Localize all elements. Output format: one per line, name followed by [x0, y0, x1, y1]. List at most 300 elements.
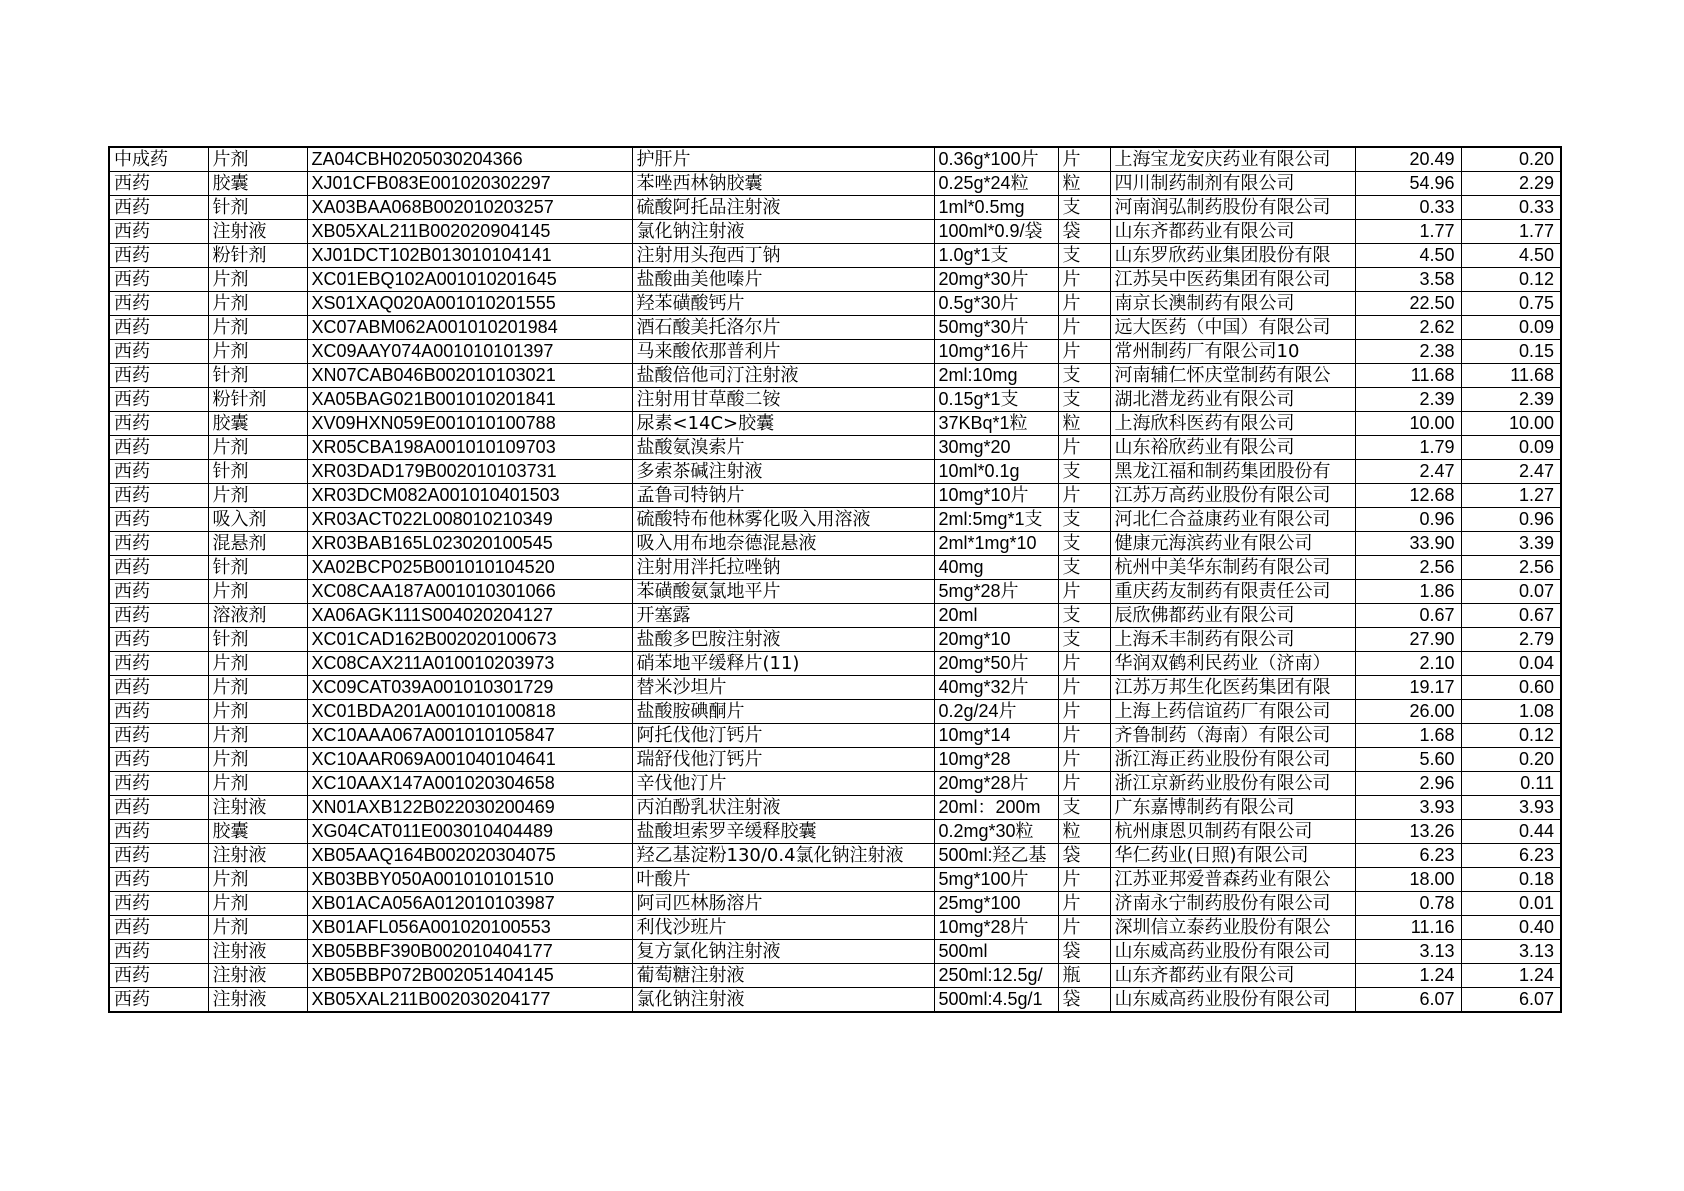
dosage-form-cell: 针剂 [208, 556, 307, 580]
manufacturer-cell: 远大医药（中国）有限公司 [1110, 316, 1355, 340]
drug-code-cell: XN01AXB122B022030200469 [307, 796, 632, 820]
manufacturer-cell: 常州制药厂有限公司10 [1110, 340, 1355, 364]
manufacturer-cell: 华润双鹤利民药业（济南） [1110, 652, 1355, 676]
unit-cell: 粒 [1058, 820, 1110, 844]
drug-name-cell: 阿司匹林肠溶片 [632, 892, 934, 916]
drug-code-cell: XB01AFL056A001020100553 [307, 916, 632, 940]
drug-code-cell: XR03BAB165L023020100545 [307, 532, 632, 556]
category-cell: 西药 [109, 460, 208, 484]
manufacturer-cell: 山东齐都药业有限公司 [1110, 964, 1355, 988]
drug-name-cell: 马来酸依那普利片 [632, 340, 934, 364]
unit-cell: 支 [1058, 508, 1110, 532]
manufacturer-cell: 华仁药业(日照)有限公司 [1110, 844, 1355, 868]
category-cell: 西药 [109, 844, 208, 868]
drug-name-cell: 羟苯磺酸钙片 [632, 292, 934, 316]
manufacturer-cell: 重庆药友制药有限责任公司 [1110, 580, 1355, 604]
pack-price-cell: 0.33 [1355, 196, 1461, 220]
drug-code-cell: XR03DAD179B002010103731 [307, 460, 632, 484]
drug-code-cell: XB05XAL211B002020904145 [307, 220, 632, 244]
unit-price-cell: 0.09 [1461, 316, 1561, 340]
unit-price-cell: 2.47 [1461, 460, 1561, 484]
unit-cell: 支 [1058, 364, 1110, 388]
spec-cell: 10mg*14 [934, 724, 1058, 748]
drug-code-cell: XR03ACT022L008010210349 [307, 508, 632, 532]
category-cell: 西药 [109, 556, 208, 580]
unit-cell: 粒 [1058, 172, 1110, 196]
manufacturer-cell: 江苏吴中医药集团有限公司 [1110, 268, 1355, 292]
drug-name-cell: 葡萄糖注射液 [632, 964, 934, 988]
unit-price-cell: 1.24 [1461, 964, 1561, 988]
dosage-form-cell: 片剂 [208, 340, 307, 364]
drug-name-cell: 盐酸胺碘酮片 [632, 700, 934, 724]
spec-cell: 40mg [934, 556, 1058, 580]
drug-name-cell: 盐酸坦索罗辛缓释胶囊 [632, 820, 934, 844]
category-cell: 西药 [109, 292, 208, 316]
spec-cell: 250ml:12.5g/ [934, 964, 1058, 988]
dosage-form-cell: 胶囊 [208, 172, 307, 196]
drug-name-cell: 盐酸氨溴索片 [632, 436, 934, 460]
unit-price-cell: 0.12 [1461, 724, 1561, 748]
category-cell: 西药 [109, 868, 208, 892]
table-row [109, 268, 1561, 292]
dosage-form-cell: 片剂 [208, 748, 307, 772]
drug-name-cell: 盐酸多巴胺注射液 [632, 628, 934, 652]
table-row [109, 676, 1561, 700]
pack-price-cell: 18.00 [1355, 868, 1461, 892]
table-row [109, 147, 1561, 172]
pack-price-cell: 33.90 [1355, 532, 1461, 556]
pack-price-cell: 2.47 [1355, 460, 1461, 484]
drug-name-cell: 开塞露 [632, 604, 934, 628]
category-cell: 西药 [109, 988, 208, 1013]
manufacturer-cell: 河南辅仁怀庆堂制药有限公 [1110, 364, 1355, 388]
unit-price-cell: 11.68 [1461, 364, 1561, 388]
unit-cell: 支 [1058, 532, 1110, 556]
drug-name-cell: 硫酸阿托品注射液 [632, 196, 934, 220]
drug-code-cell: XB05BBF390B002010404177 [307, 940, 632, 964]
category-cell: 西药 [109, 268, 208, 292]
manufacturer-cell: 上海禾丰制药有限公司 [1110, 628, 1355, 652]
drug-code-cell: XR03DCM082A001010401503 [307, 484, 632, 508]
spec-cell: 5mg*28片 [934, 580, 1058, 604]
table-row [109, 868, 1561, 892]
table-row [109, 508, 1561, 532]
drug-name-cell: 盐酸曲美他嗪片 [632, 268, 934, 292]
spec-cell: 1ml*0.5mg [934, 196, 1058, 220]
dosage-form-cell: 片剂 [208, 676, 307, 700]
table-row [109, 772, 1561, 796]
drug-name-cell: 注射用泮托拉唑钠 [632, 556, 934, 580]
unit-cell: 片 [1058, 652, 1110, 676]
unit-cell: 支 [1058, 796, 1110, 820]
pack-price-cell: 12.68 [1355, 484, 1461, 508]
spec-cell: 20mg*50片 [934, 652, 1058, 676]
table-row [109, 316, 1561, 340]
manufacturer-cell: 山东罗欣药业集团股份有限 [1110, 244, 1355, 268]
manufacturer-cell: 河北仁合益康药业有限公司 [1110, 508, 1355, 532]
drug-name-cell: 羟乙基淀粉130/0.4氯化钠注射液 [632, 844, 934, 868]
table-row [109, 892, 1561, 916]
spec-cell: 0.36g*100片 [934, 147, 1058, 172]
drug-name-cell: 酒石酸美托洛尔片 [632, 316, 934, 340]
category-cell: 西药 [109, 316, 208, 340]
spec-cell: 30mg*20 [934, 436, 1058, 460]
dosage-form-cell: 片剂 [208, 916, 307, 940]
unit-price-cell: 0.20 [1461, 147, 1561, 172]
table-row [109, 940, 1561, 964]
unit-cell: 片 [1058, 700, 1110, 724]
unit-price-cell: 4.50 [1461, 244, 1561, 268]
pack-price-cell: 2.96 [1355, 772, 1461, 796]
dosage-form-cell: 注射液 [208, 940, 307, 964]
unit-cell: 片 [1058, 772, 1110, 796]
drug-code-cell: XB05XAL211B002030204177 [307, 988, 632, 1013]
unit-cell: 片 [1058, 484, 1110, 508]
unit-price-cell: 0.12 [1461, 268, 1561, 292]
table-row [109, 916, 1561, 940]
category-cell: 西药 [109, 748, 208, 772]
drug-code-cell: XA03BAA068B002010203257 [307, 196, 632, 220]
drug-code-cell: XC01BDA201A001010100818 [307, 700, 632, 724]
pack-price-cell: 54.96 [1355, 172, 1461, 196]
unit-price-cell: 3.39 [1461, 532, 1561, 556]
dosage-form-cell: 胶囊 [208, 820, 307, 844]
drug-code-cell: XJ01CFB083E001020302297 [307, 172, 632, 196]
spec-cell: 20ml [934, 604, 1058, 628]
unit-price-cell: 0.75 [1461, 292, 1561, 316]
drug-name-cell: 叶酸片 [632, 868, 934, 892]
dosage-form-cell: 针剂 [208, 628, 307, 652]
spec-cell: 0.5g*30片 [934, 292, 1058, 316]
drug-code-cell: XA05BAG021B001010201841 [307, 388, 632, 412]
unit-cell: 片 [1058, 436, 1110, 460]
spec-cell: 10ml*0.1g [934, 460, 1058, 484]
manufacturer-cell: 江苏万高药业股份有限公司 [1110, 484, 1355, 508]
drug-code-cell: XB05AAQ164B002020304075 [307, 844, 632, 868]
unit-cell: 袋 [1058, 988, 1110, 1013]
drug-code-cell: XG04CAT011E003010404489 [307, 820, 632, 844]
pack-price-cell: 27.90 [1355, 628, 1461, 652]
table-row [109, 292, 1561, 316]
dosage-form-cell: 粉针剂 [208, 388, 307, 412]
dosage-form-cell: 片剂 [208, 316, 307, 340]
spec-cell: 20ml：200m [934, 796, 1058, 820]
drug-code-cell: XA02BCP025B001010104520 [307, 556, 632, 580]
unit-cell: 片 [1058, 147, 1110, 172]
pack-price-cell: 6.07 [1355, 988, 1461, 1013]
spec-cell: 500ml:羟乙基 [934, 844, 1058, 868]
drug-code-cell: XB01ACA056A012010103987 [307, 892, 632, 916]
unit-price-cell: 0.40 [1461, 916, 1561, 940]
unit-price-cell: 0.15 [1461, 340, 1561, 364]
unit-cell: 片 [1058, 316, 1110, 340]
pack-price-cell: 11.16 [1355, 916, 1461, 940]
manufacturer-cell: 浙江海正药业股份有限公司 [1110, 748, 1355, 772]
drug-name-cell: 硫酸特布他林雾化吸入用溶液 [632, 508, 934, 532]
table-row [109, 988, 1561, 1013]
category-cell: 西药 [109, 772, 208, 796]
manufacturer-cell: 山东裕欣药业有限公司 [1110, 436, 1355, 460]
manufacturer-cell: 南京长澳制药有限公司 [1110, 292, 1355, 316]
dosage-form-cell: 注射液 [208, 796, 307, 820]
spec-cell: 10mg*28片 [934, 916, 1058, 940]
spec-cell: 0.25g*24粒 [934, 172, 1058, 196]
drug-code-cell: XC08CAA187A001010301066 [307, 580, 632, 604]
spec-cell: 50mg*30片 [934, 316, 1058, 340]
unit-price-cell: 0.44 [1461, 820, 1561, 844]
pack-price-cell: 3.58 [1355, 268, 1461, 292]
manufacturer-cell: 湖北潜龙药业有限公司 [1110, 388, 1355, 412]
pack-price-cell: 10.00 [1355, 412, 1461, 436]
pack-price-cell: 5.60 [1355, 748, 1461, 772]
unit-price-cell: 0.09 [1461, 436, 1561, 460]
category-cell: 西药 [109, 940, 208, 964]
category-cell: 西药 [109, 412, 208, 436]
manufacturer-cell: 齐鲁制药（海南）有限公司 [1110, 724, 1355, 748]
unit-cell: 片 [1058, 892, 1110, 916]
unit-price-cell: 10.00 [1461, 412, 1561, 436]
drug-price-table [108, 146, 1562, 1013]
category-cell: 西药 [109, 388, 208, 412]
unit-cell: 片 [1058, 748, 1110, 772]
spec-cell: 37KBq*1粒 [934, 412, 1058, 436]
unit-price-cell: 1.08 [1461, 700, 1561, 724]
category-cell: 西药 [109, 340, 208, 364]
drug-name-cell: 孟鲁司特钠片 [632, 484, 934, 508]
table-row [109, 436, 1561, 460]
manufacturer-cell: 河南润弘制药股份有限公司 [1110, 196, 1355, 220]
unit-cell: 片 [1058, 724, 1110, 748]
category-cell: 西药 [109, 484, 208, 508]
manufacturer-cell: 杭州中美华东制药有限公司 [1110, 556, 1355, 580]
dosage-form-cell: 片剂 [208, 580, 307, 604]
dosage-form-cell: 片剂 [208, 147, 307, 172]
spec-cell: 20mg*10 [934, 628, 1058, 652]
unit-cell: 袋 [1058, 220, 1110, 244]
dosage-form-cell: 片剂 [208, 652, 307, 676]
spec-cell: 0.2g/24片 [934, 700, 1058, 724]
unit-price-cell: 0.18 [1461, 868, 1561, 892]
unit-price-cell: 0.20 [1461, 748, 1561, 772]
unit-price-cell: 0.60 [1461, 676, 1561, 700]
drug-name-cell: 替米沙坦片 [632, 676, 934, 700]
spec-cell: 5mg*100片 [934, 868, 1058, 892]
table-row [109, 388, 1561, 412]
dosage-form-cell: 注射液 [208, 844, 307, 868]
drug-name-cell: 氯化钠注射液 [632, 220, 934, 244]
category-cell: 西药 [109, 820, 208, 844]
pack-price-cell: 26.00 [1355, 700, 1461, 724]
unit-cell: 支 [1058, 244, 1110, 268]
drug-name-cell: 注射用头孢西丁钠 [632, 244, 934, 268]
table-row [109, 820, 1561, 844]
dosage-form-cell: 片剂 [208, 868, 307, 892]
unit-cell: 片 [1058, 580, 1110, 604]
pack-price-cell: 2.10 [1355, 652, 1461, 676]
dosage-form-cell: 片剂 [208, 292, 307, 316]
table-row [109, 196, 1561, 220]
spec-cell: 25mg*100 [934, 892, 1058, 916]
drug-name-cell: 瑞舒伐他汀钙片 [632, 748, 934, 772]
unit-cell: 支 [1058, 388, 1110, 412]
drug-name-cell: 尿素<14C>胶囊 [632, 412, 934, 436]
table-row [109, 652, 1561, 676]
drug-code-cell: ZA04CBH0205030204366 [307, 147, 632, 172]
category-cell: 西药 [109, 796, 208, 820]
drug-name-cell: 多索茶碱注射液 [632, 460, 934, 484]
spec-cell: 10mg*16片 [934, 340, 1058, 364]
table-row [109, 340, 1561, 364]
manufacturer-cell: 深圳信立泰药业股份有限公 [1110, 916, 1355, 940]
unit-cell: 支 [1058, 196, 1110, 220]
unit-cell: 支 [1058, 628, 1110, 652]
unit-cell: 粒 [1058, 412, 1110, 436]
pack-price-cell: 13.26 [1355, 820, 1461, 844]
spec-cell: 0.2mg*30粒 [934, 820, 1058, 844]
table-row [109, 604, 1561, 628]
pack-price-cell: 0.96 [1355, 508, 1461, 532]
unit-cell: 支 [1058, 460, 1110, 484]
spec-cell: 40mg*32片 [934, 676, 1058, 700]
category-cell: 西药 [109, 676, 208, 700]
table-body [109, 147, 1561, 1012]
category-cell: 中成药 [109, 147, 208, 172]
spec-cell: 0.15g*1支 [934, 388, 1058, 412]
drug-name-cell: 利伐沙班片 [632, 916, 934, 940]
manufacturer-cell: 杭州康恩贝制药有限公司 [1110, 820, 1355, 844]
drug-code-cell: XJ01DCT102B013010104141 [307, 244, 632, 268]
unit-price-cell: 0.67 [1461, 604, 1561, 628]
table-row [109, 556, 1561, 580]
spec-cell: 500ml:4.5g/1 [934, 988, 1058, 1013]
drug-code-cell: XV09HXN059E001010100788 [307, 412, 632, 436]
unit-cell: 袋 [1058, 940, 1110, 964]
unit-price-cell: 2.29 [1461, 172, 1561, 196]
pack-price-cell: 20.49 [1355, 147, 1461, 172]
dosage-form-cell: 胶囊 [208, 412, 307, 436]
drug-name-cell: 氯化钠注射液 [632, 988, 934, 1013]
pack-price-cell: 1.86 [1355, 580, 1461, 604]
dosage-form-cell: 片剂 [208, 700, 307, 724]
dosage-form-cell: 注射液 [208, 964, 307, 988]
manufacturer-cell: 上海上药信谊药厂有限公司 [1110, 700, 1355, 724]
category-cell: 西药 [109, 532, 208, 556]
manufacturer-cell: 山东威高药业股份有限公司 [1110, 940, 1355, 964]
unit-price-cell: 6.23 [1461, 844, 1561, 868]
pack-price-cell: 2.39 [1355, 388, 1461, 412]
drug-name-cell: 盐酸倍他司汀注射液 [632, 364, 934, 388]
drug-name-cell: 辛伐他汀片 [632, 772, 934, 796]
pack-price-cell: 22.50 [1355, 292, 1461, 316]
pack-price-cell: 1.24 [1355, 964, 1461, 988]
drug-code-cell: XC01EBQ102A001010201645 [307, 268, 632, 292]
drug-code-cell: XC10AAR069A001040104641 [307, 748, 632, 772]
table-row [109, 844, 1561, 868]
manufacturer-cell: 江苏亚邦爱普森药业有限公 [1110, 868, 1355, 892]
drug-code-cell: XC08CAX211A010010203973 [307, 652, 632, 676]
manufacturer-cell: 济南永宁制药股份有限公司 [1110, 892, 1355, 916]
dosage-form-cell: 片剂 [208, 268, 307, 292]
spec-cell: 2ml*1mg*10 [934, 532, 1058, 556]
category-cell: 西药 [109, 892, 208, 916]
pack-price-cell: 0.78 [1355, 892, 1461, 916]
table-row [109, 172, 1561, 196]
pack-price-cell: 2.38 [1355, 340, 1461, 364]
drug-code-cell: XC09AAY074A001010101397 [307, 340, 632, 364]
category-cell: 西药 [109, 724, 208, 748]
category-cell: 西药 [109, 964, 208, 988]
spec-cell: 500ml [934, 940, 1058, 964]
dosage-form-cell: 混悬剂 [208, 532, 307, 556]
spec-cell: 10mg*10片 [934, 484, 1058, 508]
dosage-form-cell: 注射液 [208, 220, 307, 244]
unit-price-cell: 1.77 [1461, 220, 1561, 244]
dosage-form-cell: 粉针剂 [208, 244, 307, 268]
category-cell: 西药 [109, 436, 208, 460]
unit-cell: 袋 [1058, 844, 1110, 868]
unit-price-cell: 1.27 [1461, 484, 1561, 508]
unit-price-cell: 0.96 [1461, 508, 1561, 532]
pack-price-cell: 11.68 [1355, 364, 1461, 388]
drug-code-cell: XB03BBY050A001010101510 [307, 868, 632, 892]
drug-name-cell: 吸入用布地奈德混悬液 [632, 532, 934, 556]
category-cell: 西药 [109, 364, 208, 388]
table-row [109, 724, 1561, 748]
category-cell: 西药 [109, 508, 208, 532]
unit-price-cell: 0.33 [1461, 196, 1561, 220]
table-row [109, 700, 1561, 724]
unit-cell: 支 [1058, 604, 1110, 628]
drug-code-cell: XC07ABM062A001010201984 [307, 316, 632, 340]
dosage-form-cell: 溶液剂 [208, 604, 307, 628]
pack-price-cell: 1.79 [1355, 436, 1461, 460]
unit-cell: 片 [1058, 292, 1110, 316]
unit-cell: 片 [1058, 340, 1110, 364]
pack-price-cell: 3.93 [1355, 796, 1461, 820]
drug-name-cell: 苯唑西林钠胶囊 [632, 172, 934, 196]
dosage-form-cell: 针剂 [208, 460, 307, 484]
dosage-form-cell: 注射液 [208, 988, 307, 1013]
pack-price-cell: 2.56 [1355, 556, 1461, 580]
dosage-form-cell: 片剂 [208, 484, 307, 508]
unit-price-cell: 6.07 [1461, 988, 1561, 1013]
unit-price-cell: 2.39 [1461, 388, 1561, 412]
spec-cell: 2ml:10mg [934, 364, 1058, 388]
category-cell: 西药 [109, 220, 208, 244]
table-row [109, 484, 1561, 508]
drug-name-cell: 阿托伐他汀钙片 [632, 724, 934, 748]
table-row [109, 580, 1561, 604]
spec-cell: 1.0g*1支 [934, 244, 1058, 268]
unit-price-cell: 2.56 [1461, 556, 1561, 580]
drug-code-cell: XC09CAT039A001010301729 [307, 676, 632, 700]
manufacturer-cell: 四川制药制剂有限公司 [1110, 172, 1355, 196]
table-row [109, 532, 1561, 556]
unit-cell: 片 [1058, 268, 1110, 292]
drug-code-cell: XB05BBP072B002051404145 [307, 964, 632, 988]
dosage-form-cell: 吸入剂 [208, 508, 307, 532]
table-row [109, 796, 1561, 820]
drug-code-cell: XC10AAA067A001010105847 [307, 724, 632, 748]
drug-code-cell: XN07CAB046B002010103021 [307, 364, 632, 388]
spec-cell: 20mg*28片 [934, 772, 1058, 796]
unit-cell: 片 [1058, 868, 1110, 892]
category-cell: 西药 [109, 916, 208, 940]
manufacturer-cell: 上海宝龙安庆药业有限公司 [1110, 147, 1355, 172]
drug-code-cell: XC01CAD162B002020100673 [307, 628, 632, 652]
category-cell: 西药 [109, 172, 208, 196]
table-row [109, 412, 1561, 436]
